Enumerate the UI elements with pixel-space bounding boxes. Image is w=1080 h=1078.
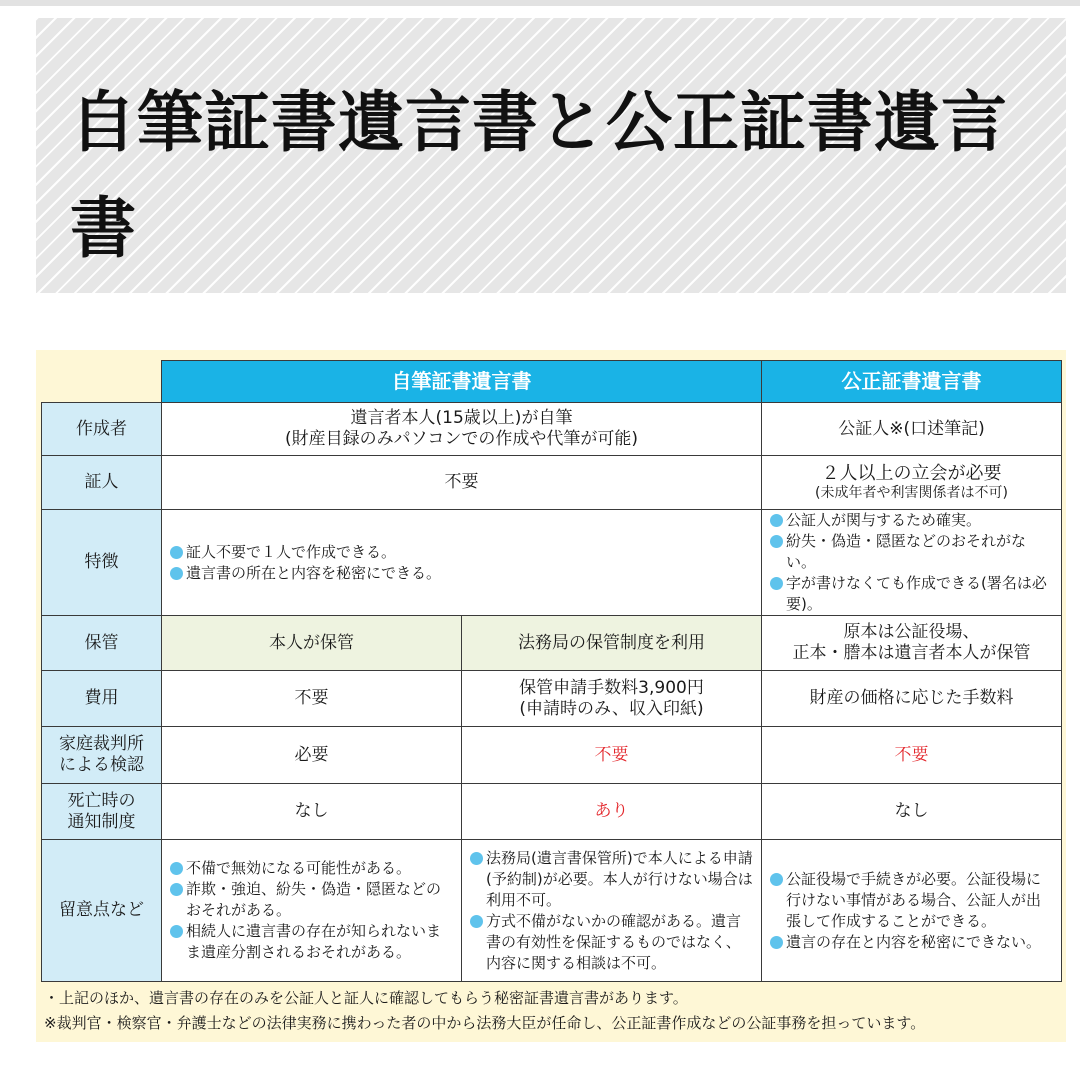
author-notarial: 公証人※(口述筆記) [762, 403, 1062, 456]
list-item: 遺言の存在と内容を秘密にできない。 [770, 932, 1055, 953]
bullet-icon [170, 567, 183, 580]
court-legal-bureau: 不要 [462, 727, 762, 784]
list-item: 相続人に遺言書の存在が知られないまま遺産分割されるおそれがある。 [170, 921, 455, 963]
row-label-cautions: 留意点など [42, 840, 162, 982]
features-holographic [162, 510, 762, 616]
cost-legal-bureau [462, 671, 762, 727]
comparison-table [41, 360, 1062, 982]
bullet-icon [170, 883, 183, 896]
header-holographic-will: 自筆証書遺言書 [162, 361, 762, 403]
author-holographic [162, 403, 762, 456]
cautions-self [162, 840, 462, 982]
list-item: 公証役場で手続きが必要。公証役場に行けない事情がある場合、公証人が出張して作成することができる。 [770, 869, 1055, 932]
bullet-icon [770, 535, 783, 548]
cost-legal-bureau-line2: (申請時のみ、収入印紙) [519, 698, 704, 719]
witness-notarial [762, 456, 1062, 510]
notify-self: なし [162, 784, 462, 840]
storage-notarial-line2: 正本・謄本は遺言者本人が保管 [792, 643, 1031, 663]
author-holographic-line2: (財産目録のみパソコンでの作成や代筆が可能) [285, 429, 638, 449]
bullet-icon [170, 862, 183, 875]
list-item: 法務局(遺言書保管所)で本人による申請(予約制)が必要。本人が行けない場合は利用不可。 [470, 848, 755, 911]
list-item: 不備で無効になる可能性がある。 [170, 858, 455, 879]
row-label-features: 特徴 [42, 510, 162, 616]
cautions-legal-bureau [462, 840, 762, 982]
top-divider [0, 0, 1080, 6]
list-item: 詐欺・強迫、紛失・偽造・隠匿などのおそれがある。 [170, 879, 455, 921]
row-label-witness: 証人 [42, 456, 162, 510]
cost-notarial: 財産の価格に応じた手数料 [762, 671, 1062, 727]
bullet-icon [770, 577, 783, 590]
court-label-line1: 家庭裁判所 [59, 734, 144, 754]
table-corner [42, 361, 162, 403]
witness-notarial-line2: (未成年者や利害関係者は不可) [815, 485, 1008, 501]
court-notarial: 不要 [762, 727, 1062, 784]
list-item: 証人不要で１人で作成できる。 [170, 542, 755, 563]
storage-notarial [762, 616, 1062, 671]
list-item: 紛失・偽造・隠匿などのおそれがない。 [770, 531, 1055, 573]
notify-label-line1: 死亡時の [67, 790, 136, 811]
bullet-icon [770, 873, 783, 886]
comparison-figure [36, 350, 1066, 1042]
footnote-notary-definition: ※裁判官・検察官・弁護士などの法律実務に携わった者の中から法務大臣が任命し、公正証書作成などの公証事務を担っています。 [44, 1014, 926, 1032]
row-label-court-probate [42, 727, 162, 784]
storage-self: 本人が保管 [162, 616, 462, 671]
row-label-storage: 保管 [42, 616, 162, 671]
page-title: 自筆証書遺言書と公正証書遺言書 [70, 84, 1008, 267]
list-item: 遺言書の所在と内容を秘密にできる。 [170, 563, 755, 584]
features-holographic-list [162, 542, 761, 584]
bullet-icon [170, 925, 183, 938]
cautions-notarial-list [762, 869, 1061, 953]
cost-legal-bureau-line1: 保管申請手数料3,900円 [519, 677, 704, 698]
notify-label-line2: 通知制度 [67, 811, 136, 832]
bullet-icon [770, 936, 783, 949]
cost-self: 不要 [162, 671, 462, 727]
header-notarial-will: 公正証書遺言書 [762, 361, 1062, 403]
list-item: 公証人が関与するため確実。 [770, 510, 1055, 531]
bullet-icon [470, 852, 483, 865]
court-self: 必要 [162, 727, 462, 784]
features-notarial [762, 510, 1062, 616]
title-banner [36, 18, 1066, 293]
row-label-death-notification [42, 784, 162, 840]
cautions-notarial [762, 840, 1062, 982]
notify-legal-bureau: あり [462, 784, 762, 840]
court-label-line2: による検認 [59, 755, 144, 775]
witness-holographic: 不要 [162, 456, 762, 510]
bullet-icon [170, 546, 183, 559]
features-notarial-list [762, 510, 1061, 615]
cautions-self-list [162, 858, 461, 963]
author-holographic-line1: 遺言者本人(15歳以上)が自筆 [350, 408, 573, 428]
cautions-legal-bureau-list [462, 848, 761, 974]
notify-notarial: なし [762, 784, 1062, 840]
list-item: 字が書けなくても作成できる(署名は必要)。 [770, 573, 1055, 615]
list-item: 方式不備がないかの確認がある。遺言書の有効性を保証するものではなく、内容に関する相談は不可。 [470, 911, 755, 974]
footnote-secret-will: ・上記のほか、遺言書の存在のみを公証人と証人に確認してもらう秘密証書遺言書があります。 [44, 989, 688, 1007]
storage-notarial-line1: 原本は公証役場、 [843, 622, 980, 642]
storage-legal-bureau: 法務局の保管制度を利用 [462, 616, 762, 671]
row-label-cost: 費用 [42, 671, 162, 727]
row-label-author: 作成者 [42, 403, 162, 456]
bullet-icon [470, 915, 483, 928]
bullet-icon [770, 514, 783, 527]
witness-notarial-line1: ２人以上の立会が必要 [821, 463, 1002, 484]
